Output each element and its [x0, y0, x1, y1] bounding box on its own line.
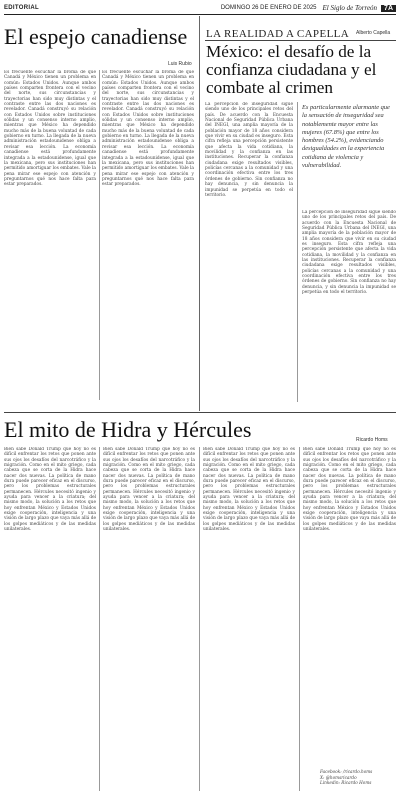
editorial-column-2	[102, 70, 194, 400]
cappella-body-2: La percepción de inseguridad sigue siendo uno de los principales retos del país. De acuerdo con la Encuesta Nacional de Seguridad Pública Urbana del INEGI, una amplia mayoría de la población mayor de 18 años considera que vivir en su ciudad es inseguro. Esta cifra refleja una percepción persistente que afecta la vida cotidiana, la movilidad y la confianza en las instituciones. Recuperar la confianza ciudadana exige resultados visibles, policías cercanas a la comunidad y una coordinación efectiva entre los tres órdenes de gobierno. Sin confianza no hay denuncia, y sin denuncia la impunidad se perpetúa en todo el territorio.	[302, 210, 396, 296]
editorial-body-1: Es frecuente escuchar la broma de que Canadá y México tienen un problema en común: Estados Unidos. Aunque ambos países comparten frontera con el vecino del norte, sus circunstancias y trayectorias han sido muy distintas y el contraste entre las dos naciones es revelador. Canadá construyó su relación con Estados Unidos sobre instituciones sólidas y un consenso interno amplio, mientras que México ha dependido mucho más de la buena voluntad de cada gobierno en turno. La llegada de la nueva administración estadounidense obliga a revisar esa lección. La economía canadiense está profundamente integrada a la estadounidense, igual que la mexicana, pero sus instituciones han permitido amortiguar los embates. Vale la pena mirar ese espejo con atención y preguntarnos qué nos hace falta para estar preparados.	[4, 70, 96, 188]
section-divider	[4, 412, 396, 413]
column-divider	[199, 447, 200, 791]
pull-quote: Es particularmente alarmante que la sensación de inseguridad sea notablemente mayor entre las mujeres (67.8%) que entre los hombres (54.2%), evidenciando desigualdades en la experiencia cotidiana de violencia y vulnerabilidad.	[302, 104, 390, 170]
cappella-author: Alberto Capella	[356, 30, 391, 36]
cappella-title: México: el desafío de la confianza ciudadana y el combate al crimen	[206, 42, 377, 97]
linkedin-handle: Linkedin: Ricardo Homs	[320, 780, 372, 785]
hidra-body-1: Bien sabe Donald Trump que hoy no es difícil enfrentar los retos que ponen ante sus ojos los desafíos del narcotráfico y la migración. Como en el mito griego, cada cabeza que se corta de la Hidra hace nacer dos nuevas. La política de mano dura puede parecer eficaz en el discurso, pero los problemas estructurales permanecen. Hércules necesitó ingenio y ayuda para vencer a la criatura; del mismo modo, la solución a los retos que hoy enfrentan México y Estados Unidos exige cooperación, inteligencia y una visión de largo plazo que vaya más allá de los golpes mediáticos y de las medidas unilaterales.	[4, 447, 96, 533]
author-socials	[320, 769, 372, 786]
cappella-column-1	[205, 102, 293, 402]
cappella-body-1: La percepción de inseguridad sigue siendo uno de los principales retos del país. De acuerdo con la Encuesta Nacional de Seguridad Pública Urbana del INEGI, una amplia mayoría de la población mayor de 18 años considera que vivir en su ciudad es inseguro. Esta cifra refleja una percepción persistente que afecta la vida cotidiana, la movilidad y la confianza en las instituciones. Recuperar la confianza ciudadana exige resultados visibles, policías cercanas a la comunidad y una coordinación efectiva entre los tres órdenes de gobierno. Sin confianza no hay denuncia, y sin denuncia la impunidad se perpetúa en todo el territorio.	[205, 102, 293, 198]
section-label: EDITORIAL	[4, 5, 39, 11]
hidra-body-4: Bien sabe Donald Trump que hoy no es difícil enfrentar los retos que ponen ante sus ojos los desafíos del narcotráfico y la migración. Como en el mito griego, cada cabeza que se corta de la Hidra hace nacer dos nuevas. La política de mano dura puede parecer eficaz en el discurso, pero los problemas estructurales permanecen. Hércules necesitó ingenio y ayuda para vencer a la criatura; del mismo modo, la solución a los retos que hoy enfrentan México y Estados Unidos exige cooperación, inteligencia y una visión de largo plazo que vaya más allá de los golpes mediáticos y de las medidas unilaterales.	[303, 447, 396, 533]
hidra-column-4	[303, 447, 396, 765]
hidra-column-1	[4, 447, 96, 791]
kicker-rule	[205, 40, 396, 41]
page-header	[4, 2, 396, 15]
column-divider	[299, 447, 300, 791]
column-divider	[99, 447, 100, 791]
hidra-body-3: Bien sabe Donald Trump que hoy no es difícil enfrentar los retos que ponen ante sus ojos los desafíos del narcotráfico y la migración. Como en el mito griego, cada cabeza que se corta de la Hidra hace nacer dos nuevas. La política de mano dura puede parecer eficaz en el discurso, pero los problemas estructurales permanecen. Hércules necesitó ingenio y ayuda para vencer a la criatura; del mismo modo, la solución a los retos que hoy enfrentan México y Estados Unidos exige cooperación, inteligencia y una visión de largo plazo que vaya más allá de los golpes mediáticos y de las medidas unilaterales.	[203, 447, 295, 533]
hidra-author: Ricardo Homs	[356, 437, 388, 443]
column-kicker: LA REALIDAD A CAPELLA	[206, 28, 350, 40]
editorial-column-1	[4, 70, 96, 400]
hidra-column-2	[103, 447, 195, 791]
editorial-title: El espejo canadiense	[4, 24, 188, 49]
hidra-title: El mito de Hidra y Hércules	[4, 417, 252, 442]
newspaper-name: El Siglo de Torreón	[322, 4, 378, 12]
main-divider	[199, 16, 200, 411]
column-divider	[297, 102, 298, 402]
page-number: 7A	[381, 5, 396, 12]
editorial-author: Luis Rubio	[168, 61, 192, 67]
hidra-body-2: Bien sabe Donald Trump que hoy no es difícil enfrentar los retos que ponen ante sus ojos los desafíos del narcotráfico y la migración. Como en el mito griego, cada cabeza que se corta de la Hidra hace nacer dos nuevas. La política de mano dura puede parecer eficaz en el discurso, pero los problemas estructurales permanecen. Hércules necesitó ingenio y ayuda para vencer a la criatura; del mismo modo, la solución a los retos que hoy enfrentan México y Estados Unidos exige cooperación, inteligencia y una visión de largo plazo que vaya más allá de los golpes mediáticos y de las medidas unilaterales.	[103, 447, 195, 533]
editorial-body-2: Es frecuente escuchar la broma de que Canadá y México tienen un problema en común: Estados Unidos. Aunque ambos países comparten frontera con el vecino del norte, sus circunstancias y trayectorias han sido muy distintas y el contraste entre las dos naciones es revelador. Canadá construyó su relación con Estados Unidos sobre instituciones sólidas y un consenso interno amplio, mientras que México ha dependido mucho más de la buena voluntad de cada gobierno en turno. La llegada de la nueva administración estadounidense obliga a revisar esa lección. La economía canadiense está profundamente integrada a la estadounidense, igual que la mexicana, pero sus instituciones han permitido amortiguar los embates. Vale la pena mirar ese espejo con atención y preguntarnos qué nos hace falta para estar preparados.	[102, 70, 194, 188]
hidra-column-3	[203, 447, 295, 791]
facebook-handle: Facebook: /ricardo.homs	[320, 769, 373, 774]
issue-date: DOMINGO 26 DE ENERO DE 2025	[220, 5, 317, 11]
cappella-column-2	[302, 210, 396, 402]
column-divider	[99, 70, 100, 400]
x-handle: X: @homsricardo	[320, 774, 357, 780]
